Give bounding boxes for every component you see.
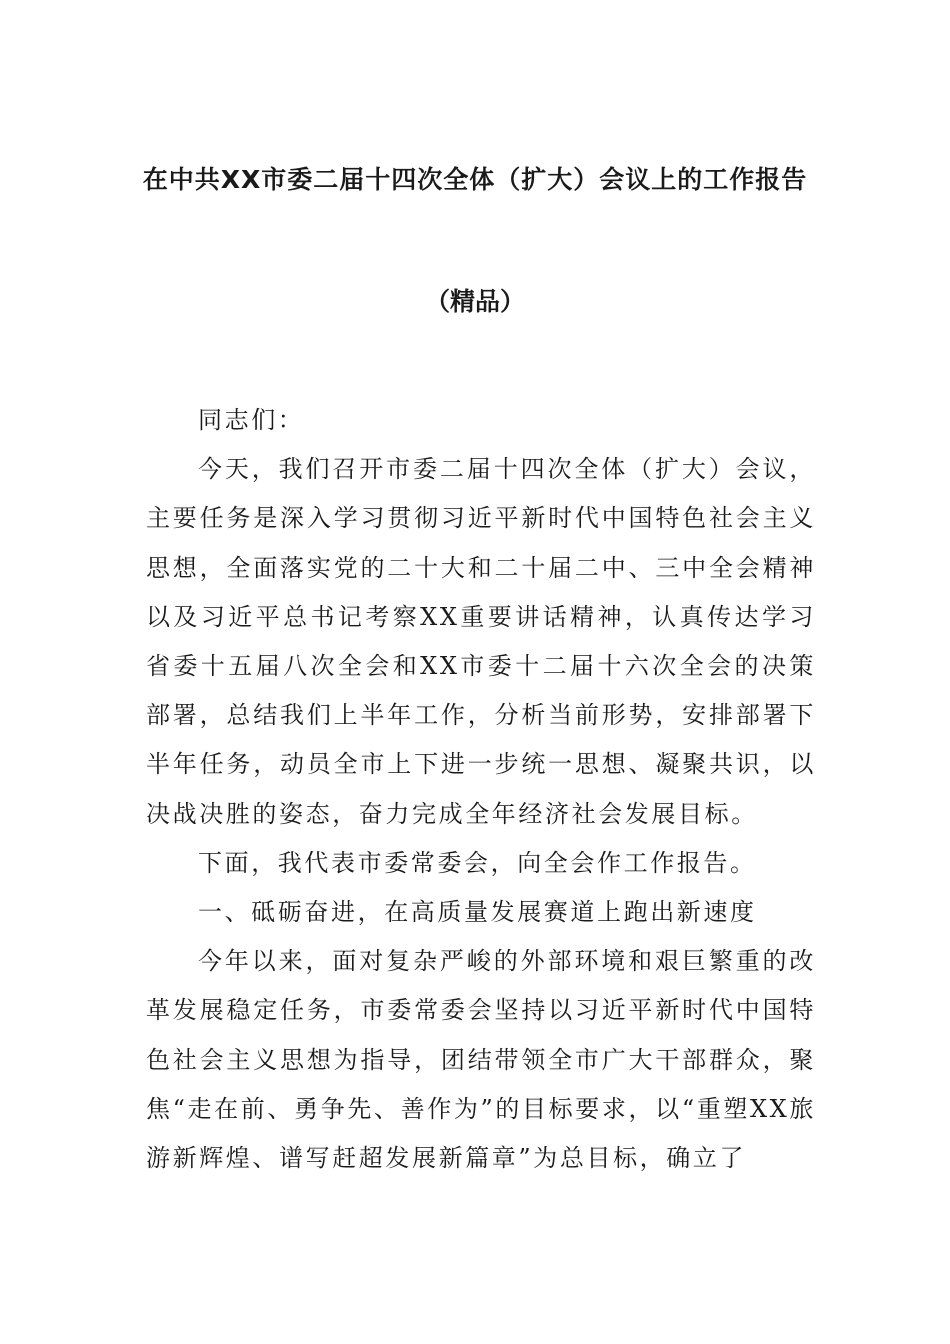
intro-paragraph: 今天，我们召开市委二届十四次全体（扩大）会议，主要任务是深入学习贯彻习近平新时代中国特色社会主义思想，全面落实党的二十大和二十届二中、三中全会精神以及习近平总书记考察XX重要讲话精神，认真传达学习省委十五届八次全会和XX市委十二届十六次全会的决策部署，总结我们上半年工作，分析当前形势，安排部署下半年任务，动员全市上下进一步统一思想、凝聚共识，以决战决胜的姿态，奋力完成全年经济社会发展目标。 xyxy=(146,455,816,828)
salutation-paragraph: 同志们： xyxy=(198,406,305,434)
section-body-paragraph: 今年以来，面对复杂严峻的外部环境和艰巨繁重的改革发展稳定任务，市委常委会坚持以习近平新时代中国特色社会主义思想为指导，团结带领全市广大干部群众，聚焦“走在前、勇争先、善作为”的目标要求，以“重塑XX旅游新辉煌、谱写赶超发展新篇章”为总目标，确立了 xyxy=(146,947,816,1173)
document-subtitle: （精品） xyxy=(424,287,525,316)
document-title: 在中共XX市委二届十四次全体（扩大）会议上的工作报告 xyxy=(142,165,808,194)
document-body xyxy=(146,396,816,1183)
section-heading: 一、砥砺奋进，在高质量发展赛道上跑出新速度 xyxy=(198,898,757,927)
report-statement-paragraph: 下面，我代表市委常委会，向全会作工作报告。 xyxy=(198,848,757,877)
